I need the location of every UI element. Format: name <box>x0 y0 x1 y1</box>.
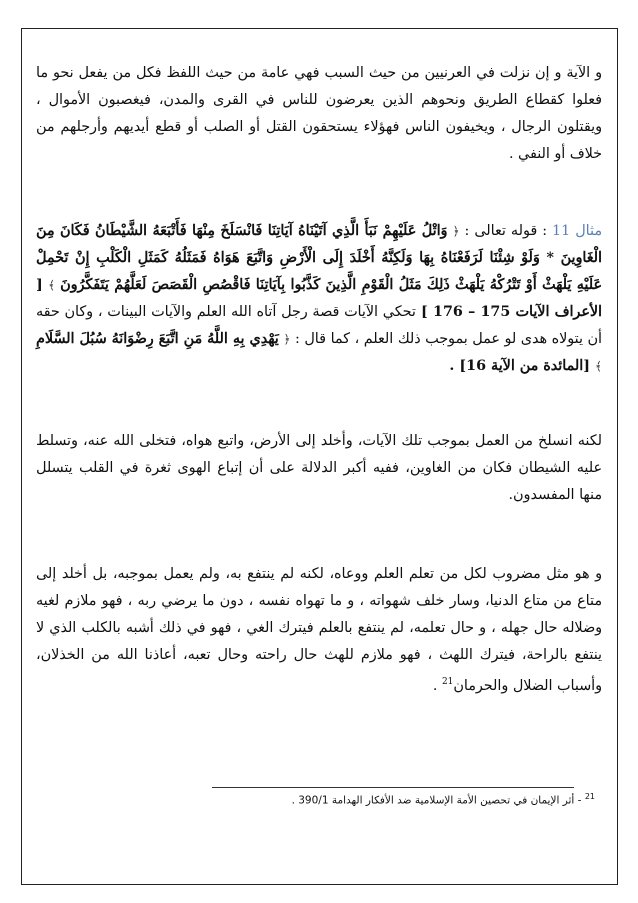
paragraph-3: لكنه انسلخ من العمل بموجب تلك الآيات، وأخلد إلى الأرض، واتبع هواه، فتخلى الله عنه، وتسلط عليه الشيطان فكان من الغاوين، ففيه أكبر الدلالة على أن إتباع الهوى ثغرة في القلب يتسلل منها المفسدون. <box>36 433 602 503</box>
document-body <box>36 60 602 700</box>
example-separator: : <box>537 223 553 239</box>
example-paragraph <box>36 218 602 380</box>
quran-verse-2: يَهْدِي بِهِ اللَّهُ مَنِ اتَّبَعَ رِضْوَانَهُ سُبُلَ السَّلَامِ <box>36 331 279 347</box>
quran-bracket-close-2: ﴾ <box>594 359 602 373</box>
paragraph-1: و الآية و إن نزلت في العرنيين من حيث السبب فهي عامة من حيث اللفظ فكل من يفعل نحو ما فعلوا كقطاع الطريق ونحوهم الذين يعرضون للناس في القرى والمدن، فيغصبون الأموال ، ويقتلون الرجال ، ويخيفون الناس فهؤلاء يستحقون القتل أو الصلب أو قطع أيديهم وأرجلهم من خلاف أو النفي . <box>36 65 602 162</box>
quran-bracket-open: ﴿ <box>452 224 460 238</box>
quran-verse: وَاتْلُ عَلَيْهِمْ نَبَأَ الَّذِي آتَيْنَاهُ آيَاتِنَا فَانْسَلَخَ مِنْهَا فَأَتْبَعَهُ الشَّيْطَانُ فَكَانَ مِنَ الْغَاوِينَ * وَلَوْ شِئْنَا لَرَفَعْنَاهُ بِهَا وَلَكِنَّهُ أَخْلَدَ إِلَى الْأَرْضِ وَاتَّبَعَ هَوَاهُ فَمَثَلُهُ كَمَثَلِ الْكَلْبِ إِنْ تَحْمِلْ عَلَيْهِ يَلْهَثْ أَوْ تَتْرُكْهُ يَلْهَثْ ذَلِكَ مَثَلُ الْقَوْمِ الَّذِينَ كَذَّبُوا بِآيَاتِنَا فَاقْصُصِ الْقَصَصَ لَعَلَّهُمْ يَتَفَكَّرُونَ <box>36 223 602 293</box>
quran-bracket-close: ﴾ <box>48 278 56 292</box>
paragraph-4 <box>36 561 602 700</box>
example-explanation: تحكي الآيات قصة رجل آتاه الله العلم والآيات البينات ، وكان حقه أن يتولاه هدى لو عمل بموجب ذلك العلم ، كما قال : <box>36 304 602 347</box>
footnote-reference[interactable]: 21 <box>441 677 454 687</box>
footnote-text: - أثر الإيمان في تحصين الأمة الإسلامية ضد الأفكار الهدامة 390/1 . <box>291 794 585 807</box>
example-intro: قوله تعالى : <box>459 223 538 239</box>
example-label: مثال 11 <box>552 223 602 239</box>
verse-reference: [ الأعراف الآيات 175 – 176 ] <box>36 277 602 320</box>
paragraph-4-end: . <box>432 677 442 694</box>
verse-reference-2: [المائدة من الآية 16] . <box>449 358 595 374</box>
footnote-number: 21 <box>584 792 595 801</box>
paragraph-4-text: و هو مثل مضروب لكل من تعلم العلم ووعاه، لكنه لم ينتفع به، ولم يعمل بموجبه، بل أخلد إلى متاع من متاع الدنيا، وسار خلف شهواته ، و ما تهواه نفسه ، دون ما يرضي ربه ، فهو ملازم لغيه وضلاله حال جهله ، و حال تعلمه، لم ينتفع بالعلم فيترك الغي ، فهو في ذلك أشبه بالكلب الذي لا ينتفع بالراحة، فيترك اللهث ، فهو ملازم للهث حال راحته وحال تعبه، أعاذنا الله من الخذلان، وأسباب الضلال والحرمان <box>36 566 602 694</box>
footnote-separator <box>212 787 574 788</box>
quran-bracket-open-2: ﴿ <box>283 332 291 346</box>
footnote <box>212 792 595 807</box>
